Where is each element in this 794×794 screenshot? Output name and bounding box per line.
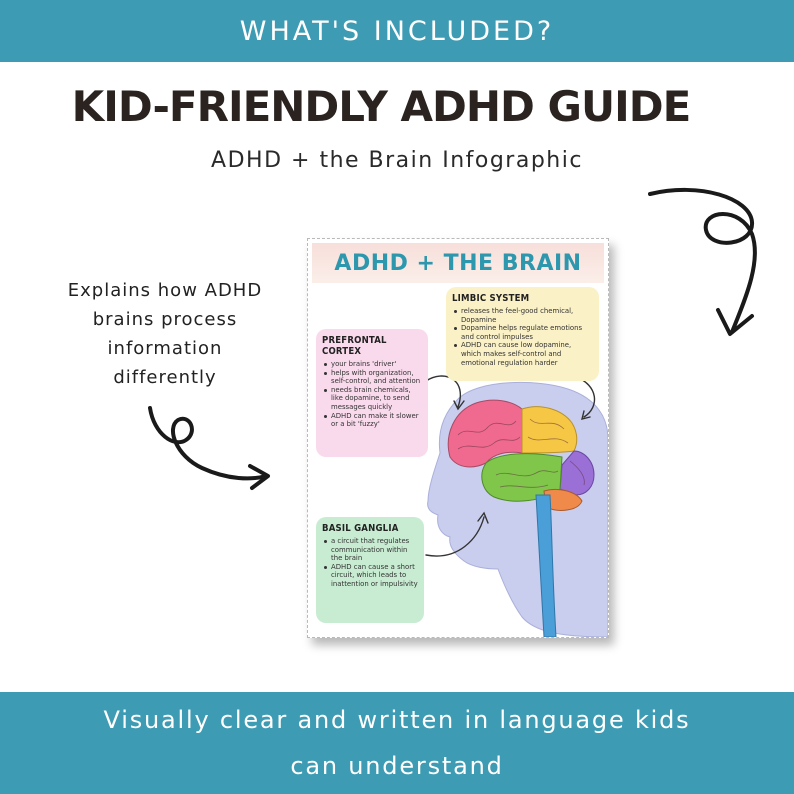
prefrontal-bullet: needs brain chemicals, like dopamine, to send messages quickly (322, 386, 422, 412)
left-note (30, 276, 300, 392)
page-title: KID-FRIENDLY ADHD GUIDE (71, 82, 691, 131)
top-banner (0, 0, 794, 62)
page-subtitle: ADHD + the Brain Infographic (211, 148, 583, 173)
curly-arrow-right-icon (640, 182, 780, 342)
curly-arrow-left-icon (140, 400, 280, 500)
limbic-bullet: Dopamine helps regulate emotions and control impulses (452, 324, 593, 341)
prefrontal-bullet: helps with organization, self-control, and attention (322, 369, 422, 386)
footer-line: Visually clear and written in language kids (103, 706, 691, 734)
left-note-line: Explains how ADHD (67, 280, 263, 301)
basal-bullet: a circuit that regulates communication within the brain (322, 537, 418, 563)
footer-line: can understand (290, 752, 504, 780)
prefrontal-bullet: ADHD can make it slower or a bit 'fuzzy' (322, 412, 422, 429)
prefrontal-bullet: your brains 'driver' (322, 360, 422, 369)
basal-bullet: ADHD can cause a short circuit, which leads to inattention or impulsivity (322, 563, 418, 589)
limbic-bullet: ADHD can cause low dopamine, which makes self-control and emotional regulation harder (452, 341, 593, 367)
left-note-line: information (107, 338, 223, 359)
left-note-line: brains process (92, 309, 238, 330)
infographic-poster (307, 238, 609, 638)
poster-title: ADHD + THE BRAIN (334, 250, 582, 276)
limbic-bullet: releases the feel-good chemical, Dopamine (452, 307, 593, 324)
basal-ganglia-box (316, 517, 424, 623)
left-note-line: differently (113, 367, 217, 388)
limbic-heading: LIMBIC SYSTEM (452, 293, 530, 304)
banner-text: WHAT'S INCLUDED? (239, 15, 555, 47)
prefrontal-heading: PREFRONTAL CORTEX (322, 335, 387, 357)
prefrontal-cortex-box (316, 329, 428, 457)
basal-heading: BASIL GANGLIA (322, 523, 399, 534)
limbic-system-box (446, 287, 599, 381)
bottom-banner (0, 692, 794, 794)
